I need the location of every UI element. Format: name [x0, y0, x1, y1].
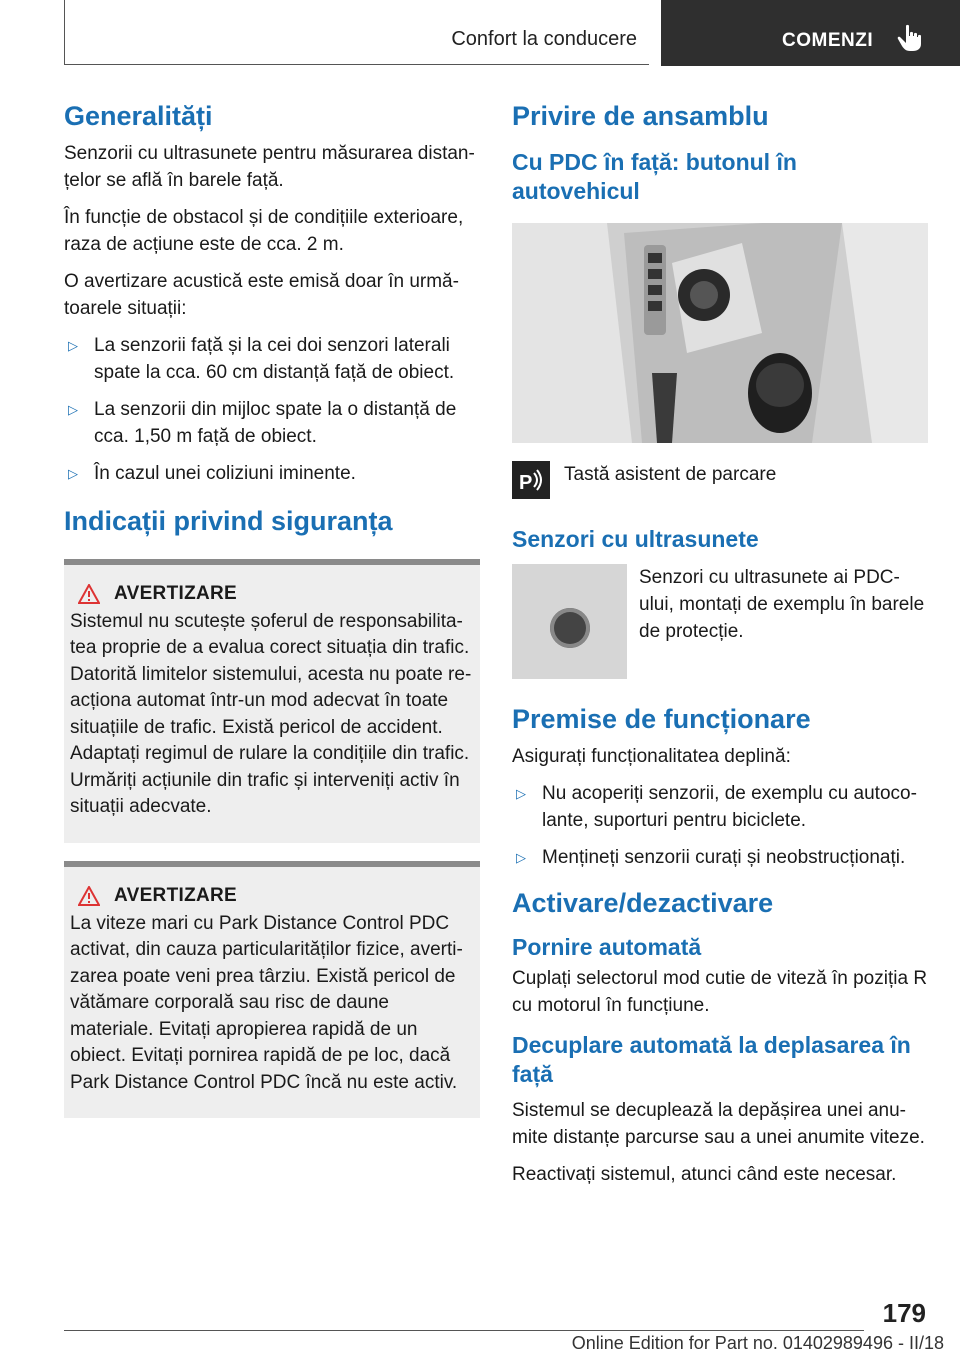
triangle-bullet-icon: ▷ [516, 785, 526, 801]
header-rule-horizontal [64, 64, 649, 65]
prereq-list [512, 780, 928, 871]
warning-text: Sistemul nu scutește șoferul de responsabilita‐tea proprie de a evalua corect situația din trafic. Datorită limitelor sistemului, acesta nu poate re‐acționa automat într-un mod adecvat în toate situațiile de trafic. Există pericol de accident. Adaptați regimul de rulare la condițiile din trafic. Urmăriți acțiunile din trafic și interveniți activ în situații adecvate. [70, 610, 472, 817]
reactivate-text: Reactivați sistemul, atunci când este necesar. [512, 1163, 897, 1185]
warning-triangle-icon [78, 886, 100, 906]
heading-ultrasonic-sensors: Senzori cu ultrasunete [512, 526, 759, 553]
heading-safety: Indicații privind siguranța [64, 505, 393, 536]
header-chapter-tab[interactable] [661, 0, 960, 66]
auto-start-text: Cuplați selectorul mod cutie de viteză în poziția R cu motorul în funcțiune. [512, 968, 928, 1017]
sensor-section [512, 564, 928, 679]
list-item: ▷ În cazul unei coliziuni iminente. [64, 460, 480, 487]
warning-triangle-icon [78, 584, 100, 604]
para-sensors-location: Senzorii cu ultrasunete pentru măsurarea distan‐țelor se află în barele față. [64, 142, 475, 191]
park-assist-key-icon [512, 461, 550, 499]
para-range: În funcție de obstacol și de condițiile exterioare, raza de acțiune este de cca. 2 m. [64, 206, 464, 255]
header-rule-vertical [64, 0, 65, 64]
heading-prerequisites: Premise de funcționare [512, 704, 811, 734]
triangle-bullet-icon: ▷ [516, 849, 526, 865]
warning-title: AVERTIZARE [114, 884, 237, 906]
list-item: ▷ Nu acoperiți senzorii, de exemplu cu autoco‐lante, suporturi pentru biciclete. [512, 780, 928, 834]
list-item: ▷ La senzorii față și la cei doi senzori laterali spate la cca. 60 cm distanță față de obiect. [64, 332, 480, 386]
heading-activation: Activare/dezactivare [512, 887, 774, 918]
triangle-bullet-icon: ▷ [68, 465, 78, 481]
heading-auto-start: Pornire automată [512, 933, 702, 960]
warning-box-1 [64, 559, 480, 843]
header-chapter-label: COMENZI [782, 30, 874, 51]
center-console-photo [512, 223, 928, 443]
sensors-description: Senzori cu ultrasunete ai PDC-ului, montați de exemplu în barele de protecție. [639, 567, 925, 642]
prereq-intro: Asigurați funcționalitatea deplină: [512, 745, 791, 767]
list-item: ▷ La senzorii din mijloc spate la o distanță de cca. 1,50 m față de obiect. [64, 396, 480, 450]
auto-off-text: Sistemul se decuplează la depășirea unei anu‐mite distanțe parcurse sau a unei anumite viteze. [512, 1099, 925, 1148]
pointing-hand-icon [897, 24, 923, 52]
heading-general: Generalități [64, 101, 213, 131]
header-section-title: Confort la conducere [451, 28, 637, 50]
footer-edition: Online Edition for Part no. 01402989496 - II/18 [571, 1333, 944, 1353]
ultrasonic-sensor-photo [512, 564, 627, 679]
triangle-bullet-icon: ▷ [68, 401, 78, 417]
heading-overview: Privire de ansamblu [512, 101, 769, 131]
heading-auto-off: Decuplare automată la deplasarea în față [512, 1032, 911, 1087]
warning-text: La viteze mari cu Park Distance Control PDC activat, din cauza particularităților fizice, averti‐zarea poate veni prea târziu. Există pericol de vătămare corporală sau risc de daune materiale. Evitați apropierea rapidă de un obiect. Evitați pornirea rapidă de pe loc, dacă Park Distance Control PDC încă nu este activ. [70, 912, 463, 1093]
warning-box-2 [64, 861, 480, 1119]
right-column [512, 100, 928, 1198]
footer-rule [64, 1330, 864, 1331]
para-acoustic-warning: O avertizare acustică este emisă doar în urmă‐toarele situații: [64, 270, 459, 319]
triangle-bullet-icon: ▷ [68, 337, 78, 353]
warning-title: AVERTIZARE [114, 582, 237, 604]
heading-pdc-front: Cu PDC în față: butonul în autovehicul [512, 148, 797, 204]
svg-text:P: P [519, 472, 533, 495]
page-number: 179 [882, 1298, 926, 1328]
key-caption-text: Tastă asistent de parcare [564, 464, 777, 486]
park-assist-key-caption [512, 461, 928, 499]
left-column [64, 100, 480, 1128]
warning-situations-list [64, 332, 480, 487]
list-item: ▷ Mențineți senzorii curați și neobstrucționați. [512, 844, 928, 871]
